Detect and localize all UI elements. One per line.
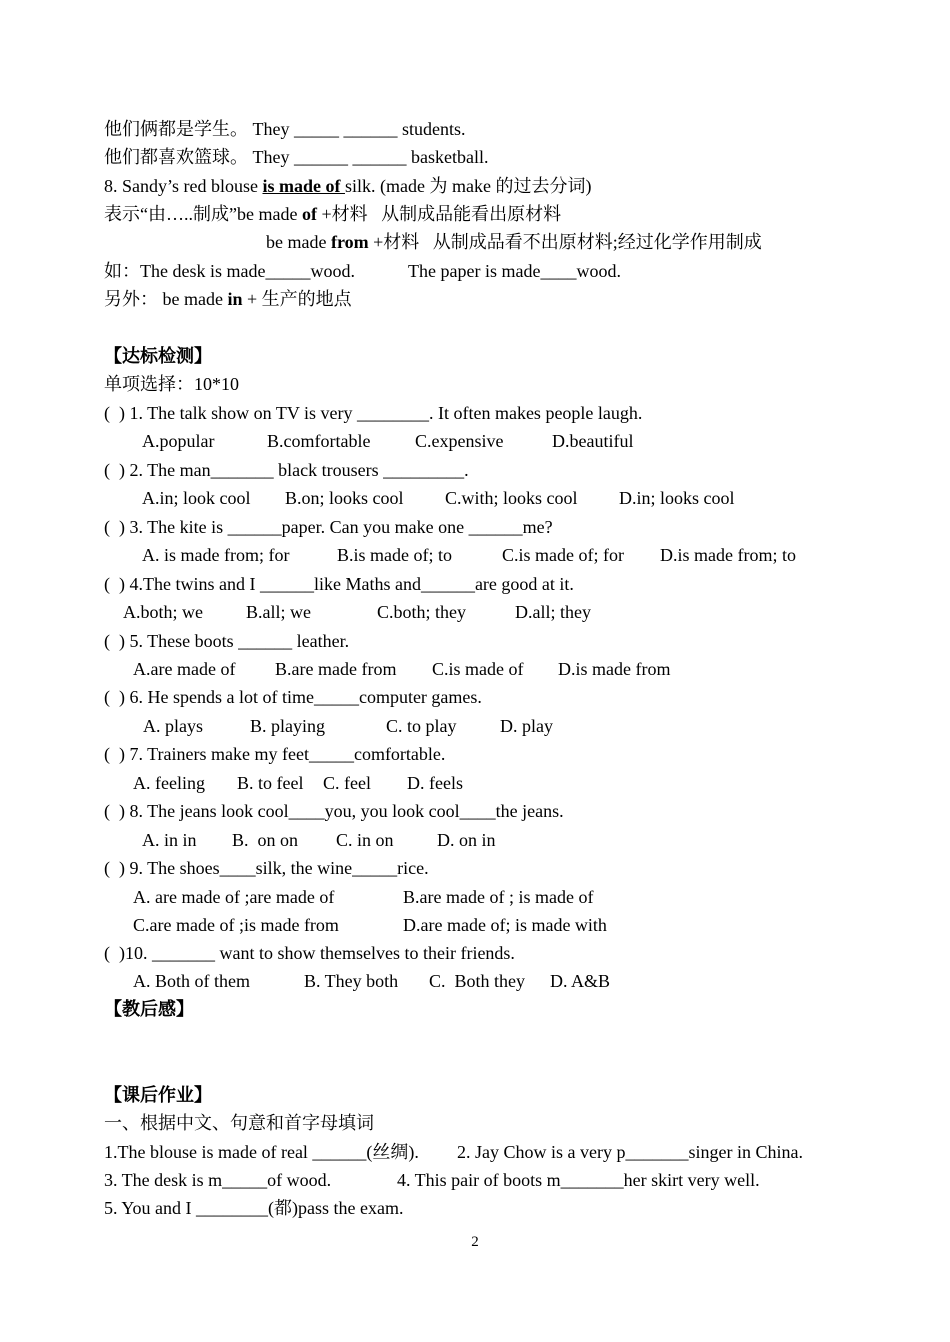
q3-option-a: A. is made from; for: [142, 545, 290, 565]
intro-line-4-suffix: +材料 从制成品能看出原材料: [316, 204, 562, 224]
q5-option-b: B.are made from: [275, 659, 397, 679]
q7-option-c: C. feel: [323, 773, 371, 793]
intro-line-1: 他们俩都是学生。 They _____ ______ students.: [104, 119, 466, 139]
q1-option-a: A.popular: [142, 431, 215, 451]
question-9: ( ) 9. The shoes____silk, the wine_____rice.: [104, 858, 429, 878]
question-3: ( ) 3. The kite is ______paper. Can you make one ______me?: [104, 517, 553, 537]
homework-item-1: 1.The blouse is made of real ______(丝绸).: [104, 1142, 419, 1162]
q8-option-a: A. in in: [142, 830, 197, 850]
intro-line-7-prefix: 另外： be made: [104, 289, 228, 309]
q6-option-d: D. play: [500, 716, 553, 736]
q6-option-b: B. playing: [250, 716, 325, 736]
question-2: ( ) 2. The man_______ black trousers _________.: [104, 460, 469, 480]
intro-line-5-suffix: +材料 从制成品看不出原材料;经过化学作用制成: [368, 232, 762, 252]
reflection-heading-text: 【教后感】: [104, 999, 194, 1019]
q8-option-c: C. in on: [336, 830, 394, 850]
q9-option-b: B.are made of ; is made of: [403, 887, 594, 907]
q9-option-a: A. are made of ;are made of: [133, 887, 335, 907]
reflection-heading: [104, 998, 194, 1020]
q3-option-b: B.is made of; to: [337, 545, 452, 565]
q2-option-b: B.on; looks cool: [285, 488, 404, 508]
q3-option-d: D.is made from; to: [660, 545, 796, 565]
q4-option-d: D.all; they: [515, 602, 591, 622]
q4-option-c: C.both; they: [377, 602, 466, 622]
intro-line-3-suffix: silk. (made 为 make 的过去分词): [344, 176, 592, 196]
homework-item-5: 5. You and I ________(都)pass the exam.: [104, 1198, 404, 1218]
q5-option-a: A.are made of: [133, 659, 236, 679]
q9-option-d: D.are made of; is made with: [403, 915, 607, 935]
intro-line-3-keyphrase: is made of: [262, 176, 345, 196]
homework-heading-text: 【课后作业】: [104, 1085, 212, 1105]
intro-line-6b: The paper is made____wood.: [408, 261, 621, 281]
homework-section-1: 一、根据中文、句意和首字母填词: [104, 1113, 374, 1133]
question-4: ( ) 4.The twins and I ______like Maths and______are good at it.: [104, 574, 574, 594]
test-heading: [104, 345, 212, 367]
question-1: ( ) 1. The talk show on TV is very ________. It often makes people laugh.: [104, 403, 643, 423]
question-6: ( ) 6. He spends a lot of time_____computer games.: [104, 687, 482, 707]
intro-line-3-prefix: 8. Sandy’s red blouse: [104, 176, 263, 196]
q9-option-c: C.are made of ;is made from: [133, 915, 339, 935]
q6-option-c: C. to play: [386, 716, 457, 736]
q10-option-c: C. Both they: [429, 971, 526, 991]
intro-line-4-keyword: of: [301, 204, 317, 224]
intro-line-3: [104, 175, 591, 197]
intro-line-7: [104, 288, 352, 310]
q2-option-d: D.in; looks cool: [619, 488, 735, 508]
q7-option-a: A. feeling: [133, 773, 205, 793]
q7-option-b: B. to feel: [237, 773, 304, 793]
intro-line-5-keyword: from: [330, 232, 369, 252]
test-subheading: 单项选择：10*10: [104, 374, 239, 394]
homework-heading: [104, 1084, 212, 1106]
q4-option-a: A.both; we: [123, 602, 203, 622]
q5-option-c: C.is made of: [432, 659, 524, 679]
intro-line-2: 他们都喜欢篮球。 They ______ ______ basketball.: [104, 147, 489, 167]
intro-line-5-prefix: be made: [266, 232, 331, 252]
question-10: ( )10. _______ want to show themselves to their friends.: [104, 943, 515, 963]
test-heading-text: 【达标检测】: [104, 346, 212, 366]
q7-option-d: D. feels: [407, 773, 463, 793]
q10-option-b: B. They both: [304, 971, 399, 991]
q2-option-a: A.in; look cool: [142, 488, 251, 508]
q1-option-c: C.expensive: [415, 431, 504, 451]
question-8: ( ) 8. The jeans look cool____you, you look cool____the jeans.: [104, 801, 564, 821]
q2-option-c: C.with; looks cool: [445, 488, 578, 508]
q1-option-d: D.beautiful: [552, 431, 634, 451]
homework-item-4: 4. This pair of boots m_______her skirt very well.: [397, 1170, 760, 1190]
homework-item-3: 3. The desk is m_____of wood.: [104, 1170, 332, 1190]
intro-line-4: [104, 203, 561, 225]
q3-option-c: C.is made of; for: [502, 545, 624, 565]
q4-option-b: B.all; we: [246, 602, 311, 622]
q6-option-a: A. plays: [143, 716, 203, 736]
intro-line-5: [266, 231, 762, 253]
intro-line-7-suffix: + 生产的地点: [242, 289, 352, 309]
q10-option-d: D. A&B: [550, 971, 611, 991]
q5-option-d: D.is made from: [558, 659, 671, 679]
question-7: ( ) 7. Trainers make my feet_____comfortable.: [104, 744, 446, 764]
intro-line-7-keyword: in: [227, 289, 243, 309]
question-5: ( ) 5. These boots ______ leather.: [104, 631, 350, 651]
q8-option-d: D. on in: [437, 830, 496, 850]
intro-line-4-prefix: 表示“由…..制成”be made: [104, 204, 302, 224]
q1-option-b: B.comfortable: [267, 431, 371, 451]
q10-option-a: A. Both of them: [133, 971, 250, 991]
homework-item-2: 2. Jay Chow is a very p_______singer in China.: [457, 1142, 803, 1162]
page-number: 2: [471, 1234, 479, 1250]
intro-line-6a: 如：The desk is made_____wood.: [104, 261, 355, 281]
q8-option-b: B. on on: [232, 830, 299, 850]
